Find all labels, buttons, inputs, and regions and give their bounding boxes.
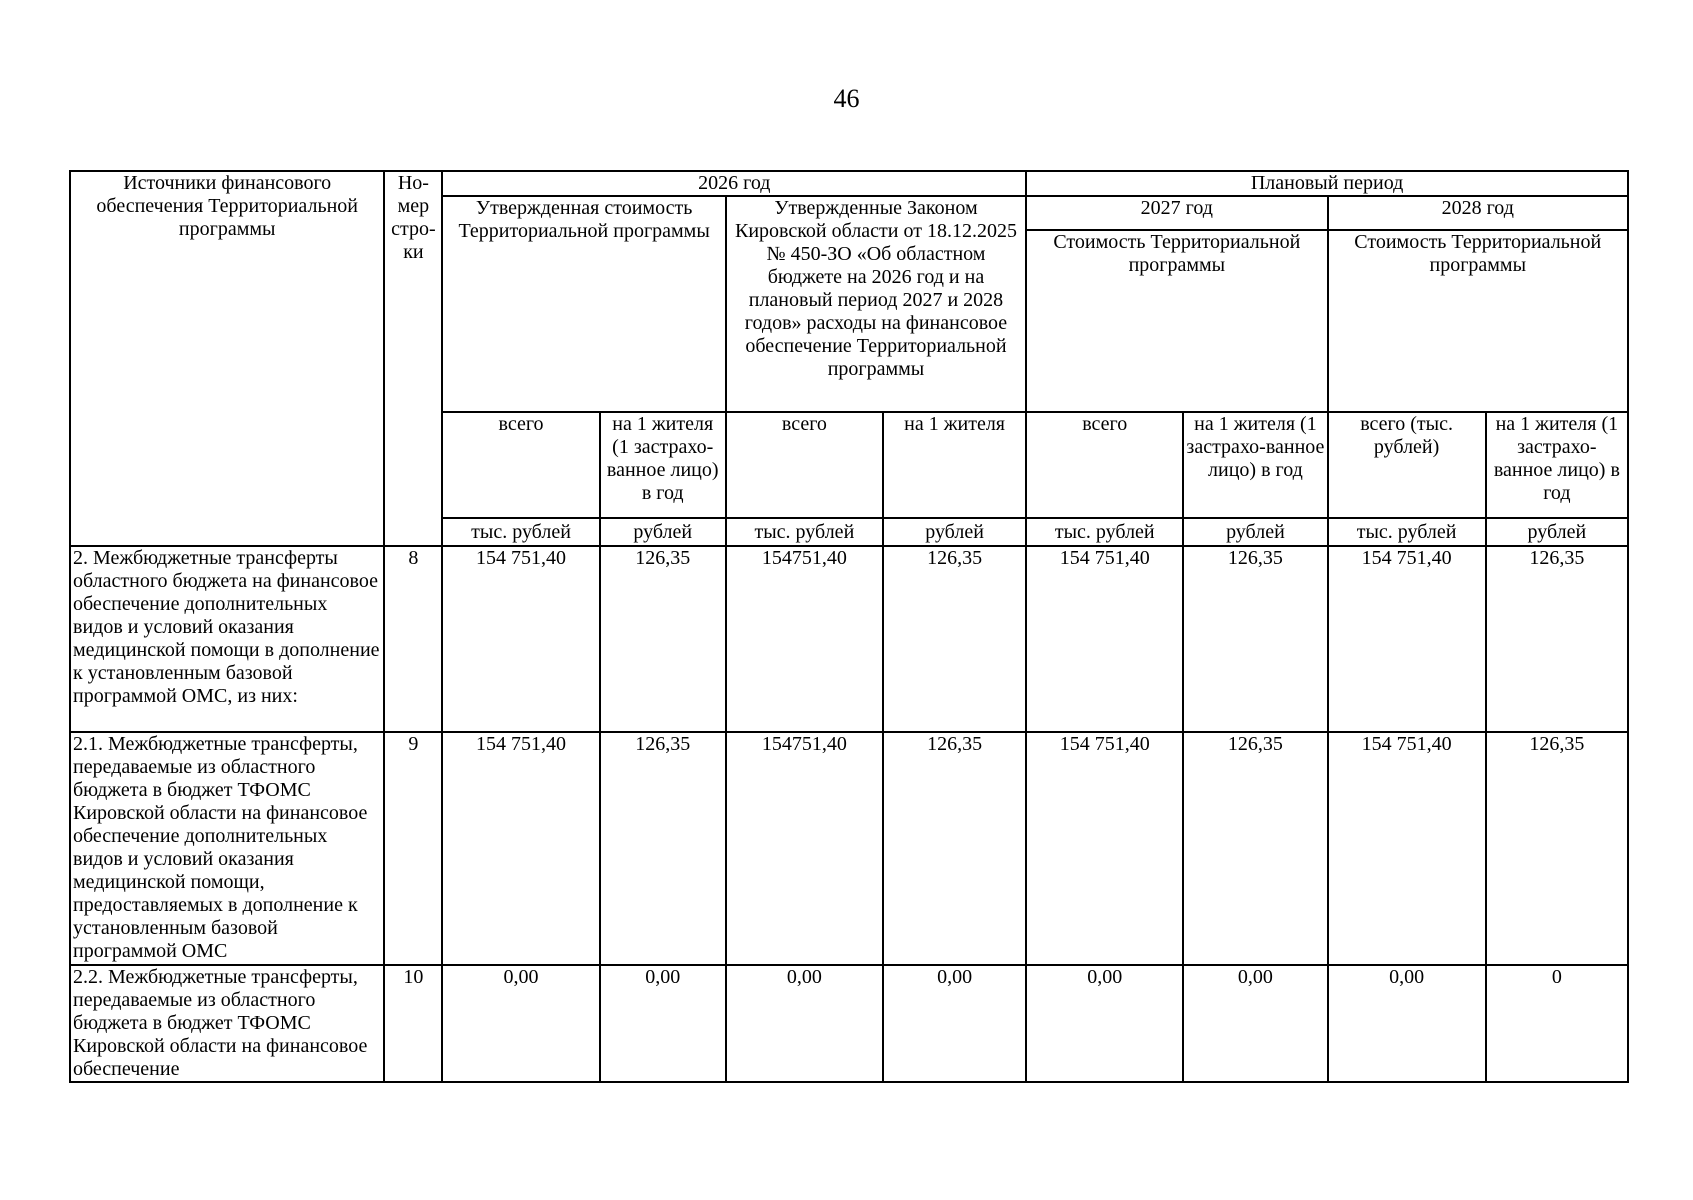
value-cell: 0,00	[726, 965, 883, 1082]
value-cell: 0,00	[600, 965, 726, 1082]
header-year-2028: 2028 год	[1328, 196, 1628, 230]
header-cost-2028: Стоимость Территориальной программы	[1328, 230, 1628, 412]
value-cell: 0,00	[1183, 965, 1327, 1082]
header-planned-period: Плановый период	[1026, 171, 1628, 196]
value-cell: 126,35	[883, 732, 1026, 965]
value-cell: 154 751,40	[1026, 732, 1183, 965]
value-cell: 154 751,40	[1328, 732, 1486, 965]
header-source: Источники финансового обеспечения Территориальной программы	[70, 171, 384, 546]
table-row	[70, 732, 1628, 965]
subheader-per-resident: на 1 жителя (1 застрахо-ванное лицо) в год	[1183, 412, 1327, 518]
value-cell: 126,35	[1486, 546, 1628, 732]
row-number: 10	[384, 965, 442, 1082]
header-law: Утвержденные Законом Кировской области от 18.12.2025 № 450-ЗО «Об областном бюджете на 2026 год и на плановый период 2027 и 2028 годов» расходы на финансовое обеспечение Территориальной программы	[726, 196, 1026, 412]
unit-cell: тыс. рублей	[442, 518, 599, 546]
financing-table	[69, 170, 1629, 1083]
unit-cell: рублей	[1183, 518, 1327, 546]
value-cell: 154751,40	[726, 732, 883, 965]
header-row-number: Но-мер стро-ки	[384, 171, 442, 546]
header-approved-cost: Утвержденная стоимость Территориальной программы	[442, 196, 725, 412]
subheader-per-resident: на 1 жителя	[883, 412, 1026, 518]
value-cell: 126,35	[600, 546, 726, 732]
value-cell: 126,35	[883, 546, 1026, 732]
value-cell: 126,35	[600, 732, 726, 965]
value-cell: 154 751,40	[442, 732, 599, 965]
subheader-total: всего (тыс. рублей)	[1328, 412, 1486, 518]
header-year-2027: 2027 год	[1026, 196, 1327, 230]
value-cell: 0,00	[883, 965, 1026, 1082]
unit-cell: рублей	[600, 518, 726, 546]
value-cell: 126,35	[1486, 732, 1628, 965]
subheader-per-resident: на 1 жителя (1 застрахо-ванное лицо) в год	[600, 412, 726, 518]
value-cell: 0	[1486, 965, 1628, 1082]
row-number: 9	[384, 732, 442, 965]
page-number: 46	[833, 84, 860, 113]
row-source: 2.1. Межбюджетные трансферты, передаваемые из областного бюджета в бюджет ТФОМС Кировской области на финансовое обеспечение дополнительных видов и условий оказания медицинской помощи, предоставляемых в дополнение к установленным базовой программой ОМС	[70, 732, 384, 965]
subheader-total: всего	[726, 412, 883, 518]
row-source: 2.2. Межбюджетные трансферты, передаваемые из областного бюджета в бюджет ТФОМС Кировской области на финансовое обеспечение	[70, 965, 384, 1082]
subheader-total: всего	[1026, 412, 1183, 518]
value-cell: 0,00	[1328, 965, 1486, 1082]
value-cell: 126,35	[1183, 732, 1327, 965]
subheader-total: всего	[442, 412, 599, 518]
unit-cell: тыс. рублей	[1328, 518, 1486, 546]
unit-cell: тыс. рублей	[726, 518, 883, 546]
value-cell: 154 751,40	[1026, 546, 1183, 732]
row-source: 2. Межбюджетные трансферты областного бюджета на финансовое обеспечение дополнительных видов и условий оказания медицинской помощи в дополнение к установленным базовой программой ОМС, из них:	[70, 546, 384, 732]
subheader-per-resident: на 1 жителя (1 застрахо-ванное лицо) в год	[1486, 412, 1628, 518]
table-row	[70, 965, 1628, 1082]
value-cell: 0,00	[442, 965, 599, 1082]
value-cell: 126,35	[1183, 546, 1327, 732]
value-cell: 154 751,40	[442, 546, 599, 732]
unit-cell: рублей	[883, 518, 1026, 546]
table-row	[70, 546, 1628, 732]
value-cell: 154751,40	[726, 546, 883, 732]
value-cell: 154 751,40	[1328, 546, 1486, 732]
value-cell: 0,00	[1026, 965, 1183, 1082]
unit-cell: рублей	[1486, 518, 1628, 546]
unit-cell: тыс. рублей	[1026, 518, 1183, 546]
header-year-2026: 2026 год	[442, 171, 1026, 196]
row-number: 8	[384, 546, 442, 732]
header-cost-2027: Стоимость Территориальной программы	[1026, 230, 1327, 412]
